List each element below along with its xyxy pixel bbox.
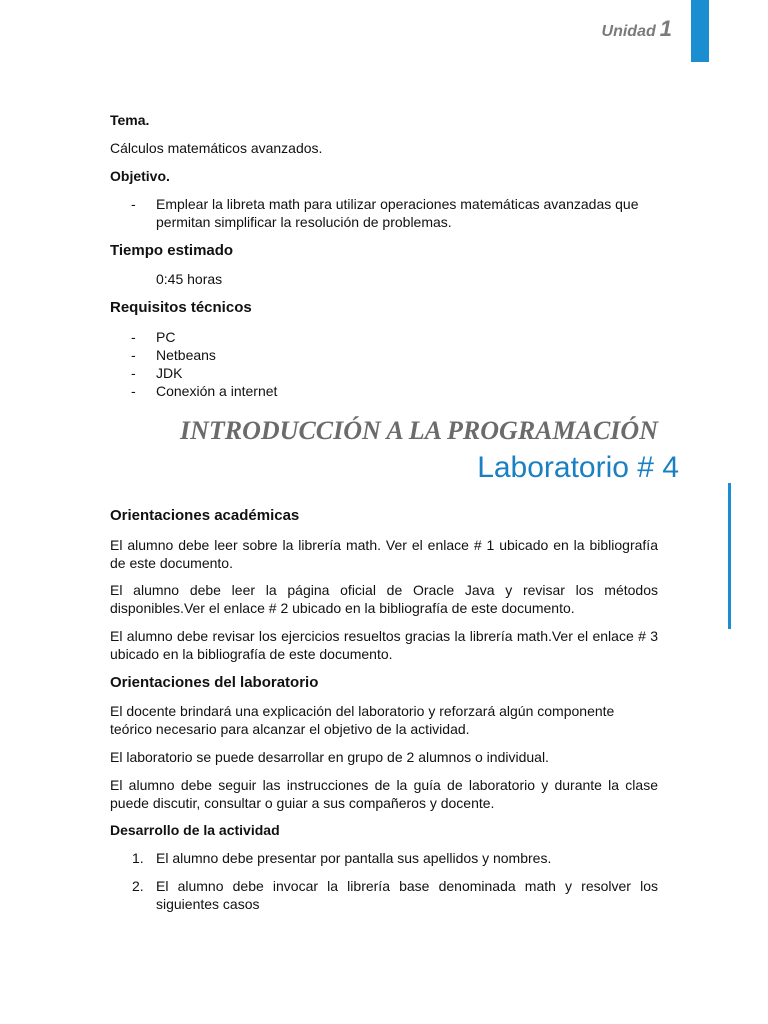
requisitos-list: [110, 328, 510, 400]
list-item: 2. El alumno debe invocar la librería base denominada math y resolver los siguientes casos: [132, 878, 658, 912]
tema-label: Tema.: [110, 112, 150, 128]
lab-title: Laboratorio # 4: [477, 451, 679, 484]
orientaciones-academicas-heading: Orientaciones académicas: [110, 507, 300, 524]
objetivo-item: - Emplear la libreta math para utilizar operaciones matemáticas avanzadas que permitan simplificar la resolución de problemas.: [131, 196, 639, 230]
objetivo-label: Objetivo.: [110, 168, 170, 184]
tiempo-value: 0:45 horas: [156, 271, 223, 287]
objetivo-list: [110, 195, 670, 231]
steps-list: [110, 849, 658, 913]
side-accent-line: [728, 483, 731, 629]
paragraph: El alumno debe leer la página oficial de Oracle Java y revisar los métodos disponibles.Ver el enlace # 2 ubicado en la bibliografía de este documento.: [110, 582, 658, 616]
paragraph: El alumno debe leer sobre la librería math. Ver el enlace # 1 ubicado en la bibliografía de este documento.: [110, 537, 658, 571]
desarrollo-label: Desarrollo de la actividad: [110, 822, 280, 838]
unit-label: [602, 16, 672, 42]
unit-number: 1: [659, 16, 672, 41]
tiempo-label: Tiempo estimado: [110, 242, 234, 259]
list-item: 1. El alumno debe presentar por pantalla sus apellidos y nombres.: [132, 850, 552, 866]
orientaciones-laboratorio-heading: Orientaciones del laboratorio: [110, 674, 319, 691]
tema-value: Cálculos matemáticos avanzados.: [110, 140, 323, 156]
requisitos-label: Requisitos técnicos: [110, 299, 252, 316]
requisito-item: - Netbeans: [131, 347, 216, 363]
requisito-item: - Conexión a internet: [131, 383, 278, 399]
paragraph: El laboratorio se puede desarrollar en grupo de 2 alumnos o individual.: [110, 749, 549, 765]
unit-word: Unidad: [601, 23, 656, 40]
course-title: INTRODUCCIÓN A LA PROGRAMACIÓN: [180, 416, 658, 445]
paragraph: El alumno debe seguir las instrucciones de la guía de laboratorio y durante la clase puede discutir, consultar o guiar a sus compañeros y docente.: [110, 777, 658, 811]
requisito-item: - PC: [131, 329, 176, 345]
paragraph: El alumno debe revisar los ejercicios resueltos gracias la librería math.Ver el enlace # 3 ubicado en la bibliografía de este documento.: [110, 628, 658, 662]
paragraph: El docente brindará una explicación del laboratorio y reforzará algún componente teórico necesario para alcanzar el objetivo de la actividad.: [110, 703, 615, 737]
unit-accent-bar: [691, 0, 709, 62]
requisito-item: - JDK: [131, 365, 183, 381]
